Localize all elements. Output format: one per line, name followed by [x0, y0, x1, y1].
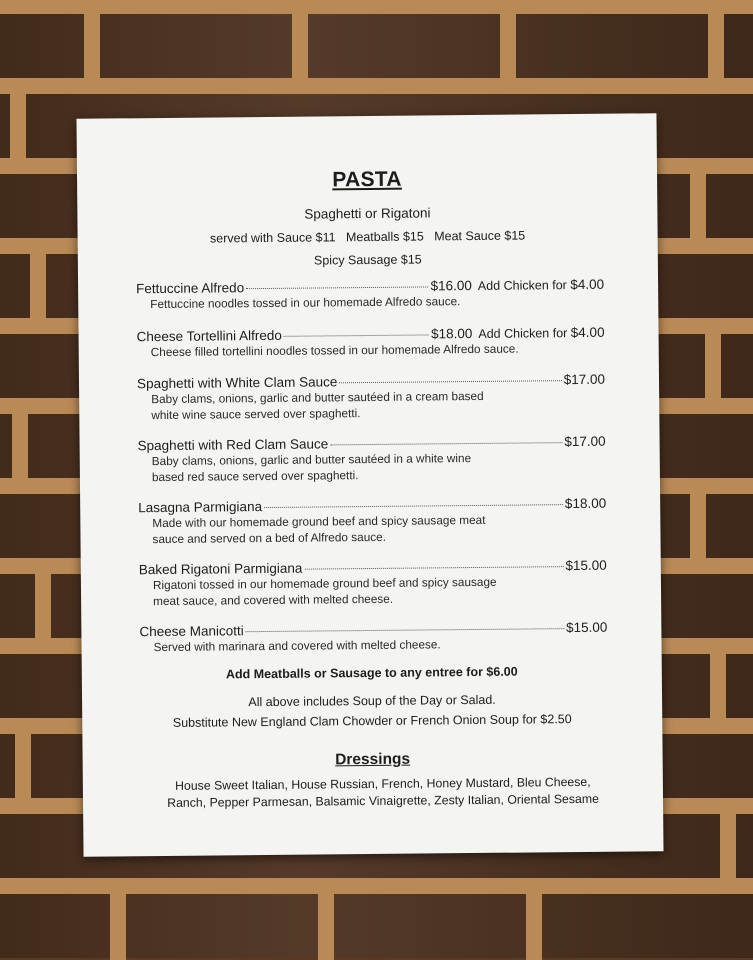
item-description: sauce and served on a bed of Alfredo sauce.: [152, 529, 387, 547]
wood-inlay-stripe: [35, 560, 51, 640]
item-price: $17.00: [563, 371, 606, 388]
wood-inlay-stripe: [710, 640, 726, 720]
item-name: Lasagna Parmigiana: [138, 499, 263, 516]
substitute-note: Substitute New England Clam Chowder or French Onion Soup for $2.50: [172, 712, 572, 730]
item-description: Cheese filled tortellini noodles tossed in our homemade Alfredo sauce.: [150, 341, 519, 360]
wood-inlay-stripe: [84, 0, 100, 80]
item-description: Baby clams, onions, garlic and butter sautéed in a cream based: [151, 388, 484, 407]
item-price: $16.00: [430, 278, 472, 294]
item-name: Fettuccine Alfredo: [136, 280, 245, 297]
addon-text: Add Chicken for: [478, 326, 568, 341]
wood-inlay-stripe: [15, 720, 31, 800]
dressings-line: House Sweet Italian, House Russian, French, Honey Mustard, Bleu Cheese,: [175, 774, 591, 793]
wood-inlay-stripe: [720, 800, 736, 880]
item-name: Baked Rigatoni Parmigiana: [138, 560, 303, 578]
dotted-leader: [246, 286, 428, 289]
item-name: Cheese Manicotti: [139, 623, 244, 640]
menu-item: [138, 496, 606, 547]
menu-sheet: [76, 113, 663, 857]
menu-item: [136, 277, 604, 312]
dotted-leader: [246, 628, 564, 632]
wood-inlay-stripe: [690, 160, 706, 240]
wood-inlay-stripe: [30, 240, 46, 320]
item-name: Cheese Tortellini Alfredo: [136, 327, 282, 345]
menu-item: [137, 372, 605, 423]
item-description: meat sauce, and covered with melted cheese.: [153, 591, 394, 609]
dressings-line: Ranch, Pepper Parmesan, Balsamic Vinaigrette, Zesty Italian, Oriental Sesame: [167, 791, 599, 810]
wood-inlay-stripe: [705, 320, 721, 400]
dotted-leader: [264, 504, 563, 508]
pasta-options: served with Sauce $11 Meatballs $15 Meat Sauce $15: [209, 228, 526, 246]
item-addon: [478, 277, 604, 293]
menu-title: PASTA: [332, 167, 402, 192]
wood-inlay-stripe: [12, 400, 28, 480]
wood-inlay-stripe: [690, 480, 706, 560]
menu-item: [139, 558, 607, 609]
includes-note: All above includes Soup of the Day or Salad.: [248, 692, 496, 710]
item-name: Spaghetti with White Clam Sauce: [136, 374, 338, 392]
wood-inlay-stripe: [110, 880, 126, 960]
dressings-list: [133, 773, 633, 812]
menu-item: [138, 434, 606, 485]
item-price: $18.00: [430, 326, 473, 342]
wood-inlay-stripe: [292, 0, 308, 80]
add-meat-note: Add Meatballs or Sausage to any entree for $6.00: [225, 664, 518, 682]
wood-inlay-stripe: [526, 880, 542, 960]
addon-price: $4.00: [570, 324, 605, 341]
menu-item: [139, 620, 607, 655]
dotted-leader: [330, 442, 562, 445]
item-name: Spaghetti with Red Clam Sauce: [137, 436, 329, 454]
item-description: based red sauce served over spaghetti.: [151, 468, 359, 485]
item-description: Fettuccine noodles tossed in our homemade Alfredo sauce.: [150, 294, 461, 312]
dressings-title: Dressings: [335, 750, 411, 769]
item-price: $17.00: [564, 433, 606, 450]
dotted-leader: [339, 380, 561, 383]
dotted-leader: [284, 334, 429, 336]
addon-price: $4.00: [570, 276, 605, 293]
dotted-leader: [304, 566, 563, 569]
item-description: Made with our homemade ground beef and spicy sausage meat: [152, 512, 486, 531]
item-description: white wine sauce served over spaghetti.: [151, 406, 361, 423]
item-price: $15.00: [566, 619, 608, 636]
item-addon: [478, 325, 604, 341]
menu-item: [136, 325, 604, 360]
wood-inlay-stripe: [500, 0, 516, 80]
item-description: Rigatoni tossed in our homemade ground beef and spicy sausage: [152, 574, 497, 593]
addon-text: Add Chicken for: [477, 278, 567, 293]
wood-inlay-stripe: [318, 880, 334, 960]
item-description: Served with marinara and covered with melted cheese.: [153, 637, 441, 655]
item-price: $15.00: [565, 557, 607, 574]
pasta-choice: Spaghetti or Rigatoni: [304, 205, 431, 222]
wood-inlay-stripe: [708, 0, 724, 80]
item-description: Baby clams, onions, garlic and butter sautéed in a white wine: [151, 451, 472, 469]
item-price: $18.00: [564, 495, 607, 512]
wood-inlay-stripe: [10, 80, 26, 160]
pasta-option-extra: Spicy Sausage $15: [313, 252, 422, 268]
